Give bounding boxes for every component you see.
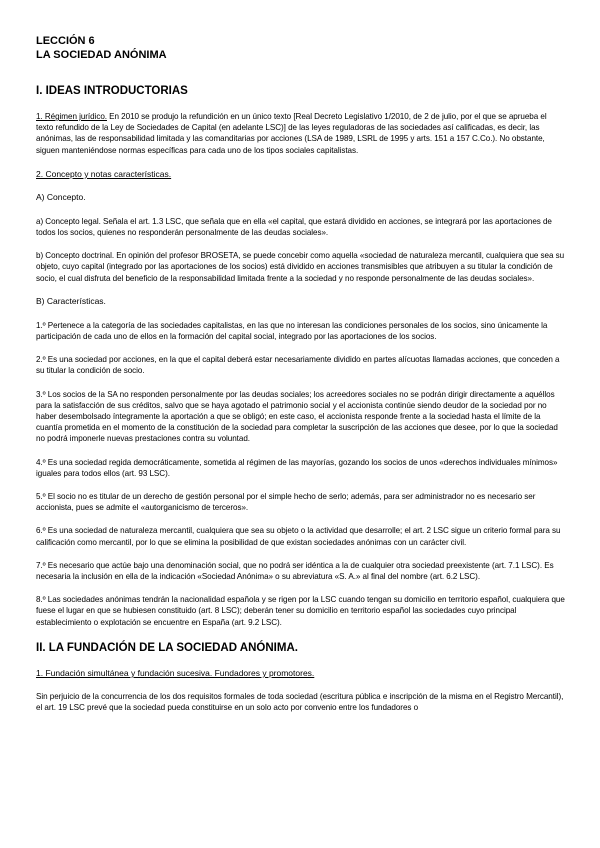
list-item: 4.º Es una sociedad regida democráticamente, sometida al régimen de las mayorías, gozando los socios de unos «derechos individuales mínimos» iguales para todos ellos (art. 93 LSC). — [36, 457, 558, 478]
list-item: 3.º Los socios de la SA no responden personalmente por las deudas sociales; los acreedores sociales no se podrán dirigir directamente a aquéllos para la satisfacción de sus créditos, salvo que se haya agotado el patrimonio social y el accionista continúe siendo deudor de la sociedad por no haber desembolsado íntegramente la aportación a que se obligó; en este caso, el accionista responde frente a la sociedad hasta el límite de la cuantía prometida en el momento de la constitución de la sociedad para completar la suscripción de las acciones que desee, por lo que la sociedad no podrá imponerle nuevas prestaciones contra su voluntad. — [36, 389, 558, 444]
list-item: 2.º Es una sociedad por acciones, en la que el capital deberá estar necesariamente dividido en partes alícuotas llamadas acciones, que conceden a su titular la condición de socio. — [36, 355, 560, 376]
lesson-number: LECCIÓN 6 — [36, 35, 95, 47]
lesson-title: LA SOCIEDAD ANÓNIMA — [36, 49, 167, 61]
list-item: 7.º Es necesario que actúe bajo una denominación social, que no podrá ser idéntica a la de cualquier otra sociedad preexistente (art. 7.1 LSC). Es necesaria la inclusión en ella de la indicación «Sociedad Anónima» o su abreviatura «S. A.» al final del nombre (art. 6.2 LSC). — [36, 560, 554, 582]
paragraph-regimen-juridico — [36, 111, 566, 156]
document-page — [36, 34, 566, 713]
paragraph-concepto-doctrinal: b) Concepto doctrinal. En opinión del profesor BROSETA, se puede concebir como aquella «sociedad de naturaleza mercantil, cualquiera que sea su objeto, cuyo capital (integrado por las aportaciones de los socios) está dividido en acciones transmisibles que atribuyen a su titular la condición de socio, el cual disfruta del beneficio de la responsabilidad limitada frente a la sociedad y no responde personalmente de las deudas sociales». — [36, 251, 565, 283]
regimen-juridico-text: En 2010 se produjo la refundición en un único texto [Real Decreto Legislativo 1/2010, de 2 de julio, por el que se aprueba el texto refundido de la Ley de Sociedades de Capital (en adelante LSC)] de las leyes reguladoras de las sociedades así calificadas, es decir, las anónimas, las de responsabilidad limitada y las comanditarias por acciones (LSA de 1989, LSRL de 1995 y arts. 151 a 157 C.Co.). No obstante, siguen manteniéndose normas específicas para cada uno de los tipos sociales capitalistas. — [36, 112, 547, 155]
regimen-juridico-label: 1. Régimen jurídico. — [36, 112, 107, 121]
section-2-heading: II. LA FUNDACIÓN DE LA SOCIEDAD ANÓNIMA. — [36, 641, 298, 654]
subheading-fundacion: 1. Fundación simultánea y fundación sucesiva. Fundadores y promotores. — [36, 667, 315, 678]
list-item: 5.º El socio no es titular de un derecho de gestión personal por el simple hecho de serlo; además, para ser administrador no es necesario ser accionista, pues se admite el «autorganicismo de terceros». — [36, 492, 536, 513]
label-caracteristicas: B) Características. — [36, 295, 106, 306]
label-concepto: A) Concepto. — [36, 191, 86, 202]
list-item: 8.º Las sociedades anónimas tendrán la nacionalidad española y se rigen por la LSC cuando tengan su domicilio en territorio español, cualquiera que fuese el lugar en que se hubiesen constituido (art. 8 LSC); deberán tener su domicilio en territorio español las sociedades cuyo principal establecimiento o explotación se encuentre en España (art. 9.2 LSC). — [36, 595, 565, 627]
list-item: 1.º Pertenece a la categoría de las sociedades capitalistas, en las que no interesan las condiciones personales de los socios, sino únicamente la participación de cada uno de ellos en la formación del capital social, integrado por las aportaciones de los socios. — [36, 320, 548, 342]
list-item: 6.º Es una sociedad de naturaleza mercantil, cualquiera que sea su objeto o la actividad que desarrolle; el art. 2 LSC sigue un criterio formal para su calificación como mercantil, por lo que se elimina la posibilidad de que existan sociedades anónimas con un carácter civil. — [36, 526, 561, 547]
paragraph-fundacion: Sin perjuicio de la concurrencia de los dos requisitos formales de toda sociedad (escritura pública e inscripción de la misma en el Registro Mercantil), el art. 19 LSC prevé que la sociedad pueda constituirse en un solo acto por convenio entre los fundadores o — [36, 691, 564, 713]
section-1-heading: I. IDEAS INTRODUCTORIAS — [36, 85, 188, 97]
subheading-concepto-notas: 2. Concepto y notas características. — [36, 168, 172, 179]
paragraph-concepto-legal: a) Concepto legal. Señala el art. 1.3 LSC, que señala que en ella «el capital, que estará dividido en acciones, se integrará por las aportaciones de todos los socios, quienes no responderán personalmente de las deudas sociales». — [36, 216, 552, 238]
